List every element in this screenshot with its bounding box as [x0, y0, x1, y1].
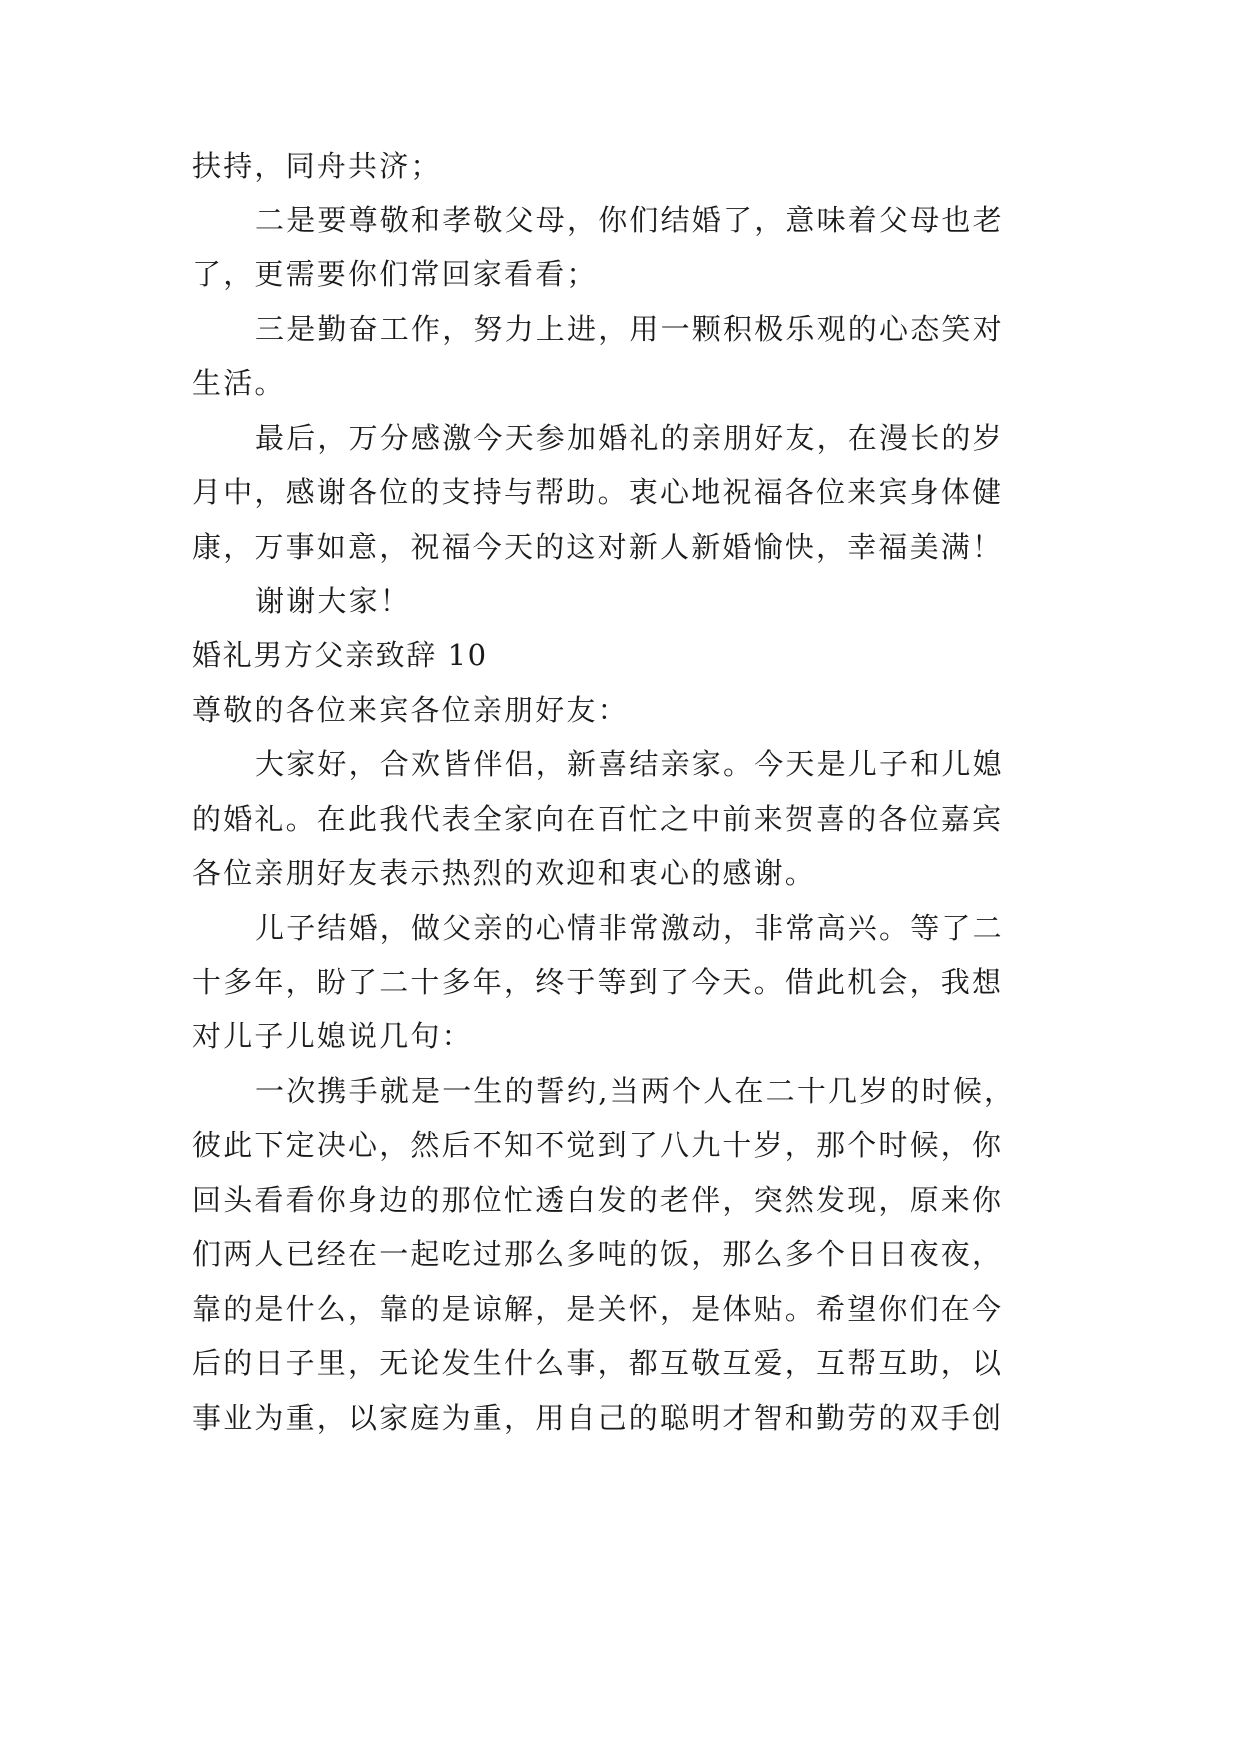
text-line: 事业为重，以家庭为重，用自己的聪明才智和勤劳的双手创 [192, 1401, 1004, 1435]
paragraph-line: 儿子结婚，做父亲的心情非常激动，非常高兴。等了二 [255, 911, 1004, 945]
text-line: 彼此下定决心，然后不知不觉到了八九十岁，那个时候，你 [192, 1128, 1004, 1162]
text-line: 回头看看你身边的那位忙透白发的老伴，突然发现，原来你 [192, 1183, 1004, 1217]
text-line: 靠的是什么，靠的是谅解，是关怀，是体贴。希望你们在今 [192, 1292, 1004, 1326]
paragraph-line: 一次携手就是一生的誓约,当两个人在二十几岁的时候， [255, 1074, 1016, 1108]
paragraph-line: 最后，万分感激今天参加婚礼的亲朋好友，在漫长的岁 [255, 421, 1004, 455]
paragraph-line: 大家好，合欢皆伴侣，新喜结亲家。今天是儿子和儿媳 [255, 747, 1004, 781]
paragraph-line: 二是要尊敬和孝敬父母，你们结婚了，意味着父母也老 [255, 203, 1004, 237]
text-line: 们两人已经在一起吃过那么多吨的饭，那么多个日日夜夜， [192, 1237, 1004, 1271]
text-line: 了，更需要你们常回家看看； [192, 257, 598, 291]
text-line: 月中，感谢各位的支持与帮助。衷心地祝福各位来宾身体健 [192, 475, 1004, 509]
salutation: 尊敬的各位来宾各位亲朋好友： [192, 693, 629, 727]
paragraph-line: 谢谢大家！ [255, 584, 412, 618]
text-line: 的婚礼。在此我代表全家向在百忙之中前来贺喜的各位嘉宾 [192, 802, 1004, 836]
text-line: 后的日子里，无论发生什么事，都互敬互爱，互帮互助，以 [192, 1346, 1004, 1380]
text-line: 扶持，同舟共济； [192, 149, 442, 183]
text-line: 对儿子儿媳说几句： [192, 1019, 473, 1053]
text-line: 十多年，盼了二十多年，终于等到了今天。借此机会，我想 [192, 965, 1004, 999]
section-heading: 婚礼男方父亲致辞 10 [192, 638, 488, 672]
text-line: 各位亲朋好友表示热烈的欢迎和衷心的感谢。 [192, 856, 817, 890]
paragraph-line: 三是勤奋工作，努力上进，用一颗积极乐观的心态笑对 [255, 312, 1004, 346]
text-line: 康，万事如意，祝福今天的这对新人新婚愉快，幸福美满！ [192, 530, 1004, 564]
text-line: 生活。 [192, 366, 286, 400]
